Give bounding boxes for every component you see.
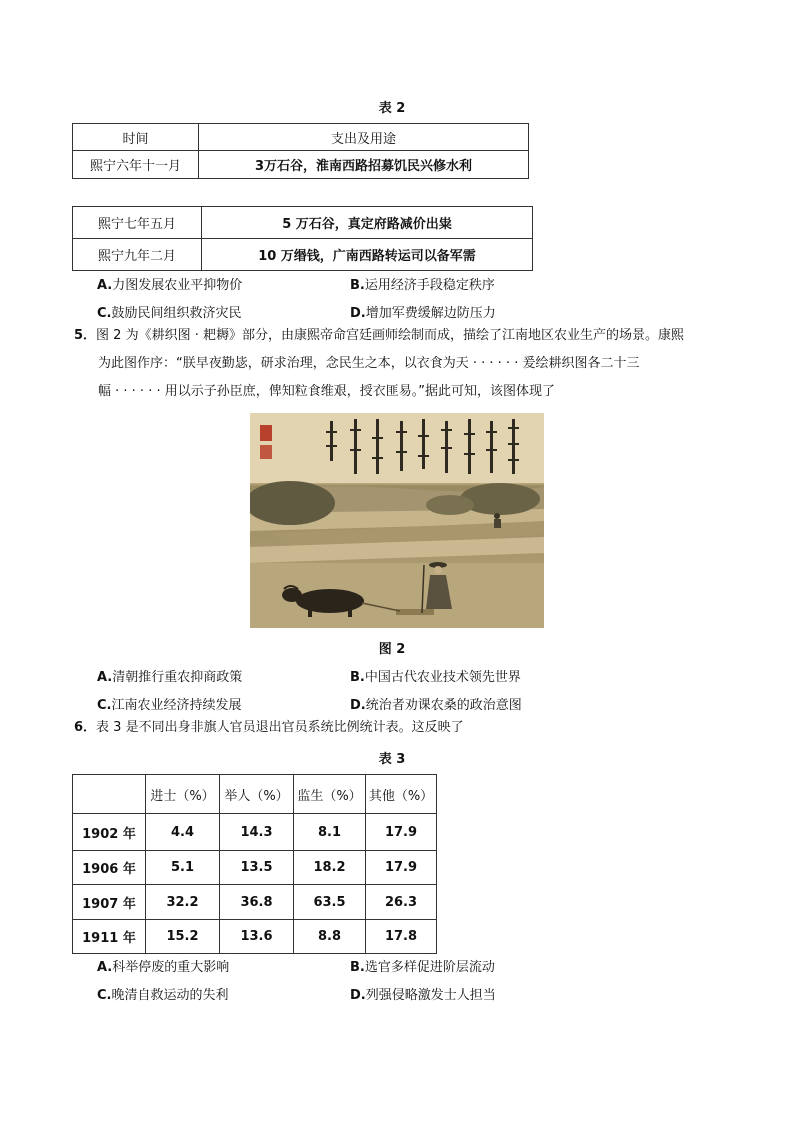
table2-cell: 熙宁七年五月: [73, 207, 202, 239]
option-text: 江南农业经济持续发展: [111, 698, 242, 713]
table2-part1: [72, 123, 529, 179]
table3-cell: 13.5: [220, 851, 294, 885]
q5-option-b[interactable]: [350, 666, 521, 685]
q6-option-a[interactable]: [97, 956, 229, 975]
table3-cell: 32.2: [146, 885, 220, 920]
table2-cell: 3万石谷，淮南西路招募饥民兴修水利: [199, 151, 529, 179]
option-letter: C.: [97, 306, 112, 321]
table2-cell: 熙宁九年二月: [73, 239, 202, 271]
table3-cell: 26.3: [366, 885, 437, 920]
table3-cell: 8.8: [294, 920, 366, 954]
q4-option-c[interactable]: [97, 302, 242, 321]
table3-cell: 14.3: [220, 814, 294, 851]
option-text: 选官多样促进阶层流动: [364, 960, 495, 975]
q4-option-b[interactable]: [350, 274, 495, 293]
option-letter: B.: [350, 960, 365, 975]
q6-text: 表 3 是不同出身非旗人官员退出官员系统比例统计表。这反映了: [96, 720, 464, 735]
table3: [72, 774, 437, 954]
option-letter: C.: [97, 698, 112, 713]
table3-header: 其他（%）: [366, 775, 437, 814]
table3-cell: 8.1: [294, 814, 366, 851]
option-letter: B.: [350, 670, 365, 685]
table3-cell: 5.1: [146, 851, 220, 885]
table2-cell: 5 万石谷，真定府路减价出粜: [202, 207, 533, 239]
q6-number: 6．: [74, 720, 97, 735]
table3-row-label: 1902 年: [73, 814, 146, 851]
q5-option-a[interactable]: [97, 666, 242, 685]
option-letter: A.: [97, 670, 113, 685]
farming-painting-image: [250, 413, 544, 628]
q5-option-d[interactable]: [350, 694, 522, 713]
table3-header: 监生（%）: [294, 775, 366, 814]
table2-header-usage: 支出及用途: [199, 124, 529, 151]
q5-line3: 幅 · · · · · · 用以示子孙臣庶，俾知粒食维艰，授衣匪易。”据此可知，该图体现了: [98, 384, 555, 399]
option-text: 统治者劝课农桑的政治意图: [365, 698, 522, 713]
q6-option-d[interactable]: [350, 984, 496, 1003]
q5-number: 5．: [74, 328, 97, 343]
table3-header-blank: [73, 775, 146, 814]
calligraphy-strokes: [326, 419, 519, 474]
table2-caption: 表 2: [378, 101, 406, 116]
table3-cell: 13.6: [220, 920, 294, 954]
q5-line2: 为此图作序：“朕早夜勤毖，研求治理，念民生之本，以衣食为天 · · · · · · 爰绘耕织图各二十三: [98, 356, 640, 371]
table3-cell: 17.9: [366, 851, 437, 885]
option-letter: A.: [97, 278, 113, 293]
table3-cell: 63.5: [294, 885, 366, 920]
option-letter: C.: [97, 988, 112, 1003]
option-letter: B.: [350, 278, 365, 293]
table2-cell: 熙宁六年十一月: [73, 151, 199, 179]
table3-cell: 18.2: [294, 851, 366, 885]
table3-caption: 表 3: [378, 752, 406, 767]
table2-cell: 10 万缗钱，广南西路转运司以备军需: [202, 239, 533, 271]
option-letter: A.: [97, 960, 113, 975]
option-letter: D.: [350, 306, 366, 321]
table3-header: 进士（%）: [146, 775, 220, 814]
table3-cell: 36.8: [220, 885, 294, 920]
option-text: 晚清自救运动的失利: [111, 988, 229, 1003]
option-text: 列强侵略激发士人担当: [365, 988, 496, 1003]
table3-row-label: 1907 年: [73, 885, 146, 920]
q5-stem: [74, 322, 734, 406]
seal-stamp-icon: [260, 425, 272, 441]
option-text: 增加军费缓解边防压力: [365, 306, 496, 321]
figure2-caption: 图 2: [378, 642, 406, 657]
table2-part2: [72, 206, 533, 271]
table3-cell: 15.2: [146, 920, 220, 954]
q5-line1: 图 2 为《耕织图 · 耙耨》部分，由康熙帝命宫廷画师绘制而成，描绘了江南地区农业生产的场景。康熙: [96, 328, 684, 343]
table3-row-label: 1911 年: [73, 920, 146, 954]
option-text: 中国古代农业技术领先世界: [364, 670, 521, 685]
painting-svg: [250, 413, 544, 628]
q4-option-d[interactable]: [350, 302, 496, 321]
q6-option-b[interactable]: [350, 956, 495, 975]
table3-cell: 17.9: [366, 814, 437, 851]
option-letter: D.: [350, 988, 366, 1003]
option-text: 鼓励民间组织救济灾民: [111, 306, 242, 321]
option-text: 运用经济手段稳定秩序: [364, 278, 495, 293]
table3-cell: 4.4: [146, 814, 220, 851]
q6-option-c[interactable]: [97, 984, 229, 1003]
option-letter: D.: [350, 698, 366, 713]
option-text: 清朝推行重农抑商政策: [112, 670, 243, 685]
q5-option-c[interactable]: [97, 694, 242, 713]
q6-stem: [74, 714, 464, 742]
table3-header: 举人（%）: [220, 775, 294, 814]
option-text: 科举停废的重大影响: [112, 960, 230, 975]
seal-stamp-icon: [260, 445, 272, 459]
option-text: 力图发展农业平抑物价: [112, 278, 243, 293]
table3-cell: 17.8: [366, 920, 437, 954]
table2-header-time: 时间: [73, 124, 199, 151]
q4-option-a[interactable]: [97, 274, 242, 293]
table3-row-label: 1906 年: [73, 851, 146, 885]
